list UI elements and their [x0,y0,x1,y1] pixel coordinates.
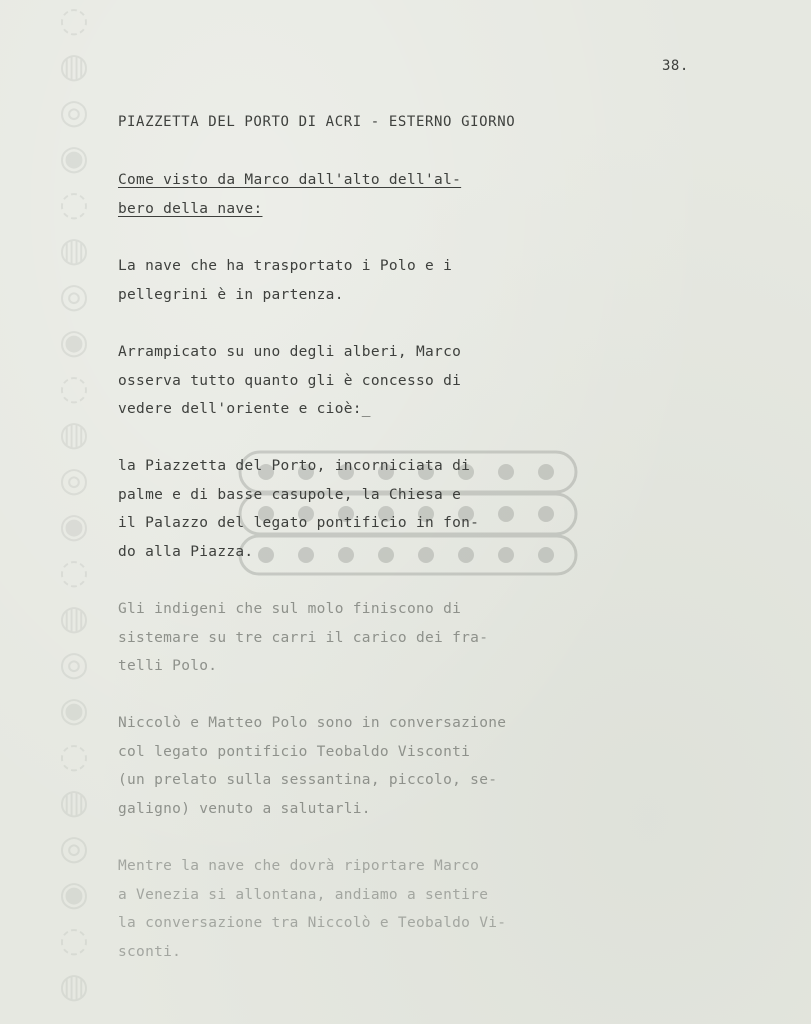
paragraph-line: telli Polo. [118,658,218,674]
paragraph-line: Mentre la nave che dovrà riportare Marco [118,858,480,874]
paragraph-line: Niccolò e Matteo Polo sono in conversazione [118,715,507,731]
paragraph-line: pellegrini è in partenza. [118,286,344,303]
paragraph-3 [118,338,461,424]
paragraph-line: bero della nave: [118,200,263,217]
paragraph-line: la Piazzetta del Porto, incorniciata di [118,458,471,474]
paragraph-4 [118,452,479,566]
paragraph-line: osserva tutto quanto gli è concesso di [118,372,462,389]
scene-heading: PIAZZETTA DEL PORTO DI ACRI - ESTERNO GIORNO [118,114,516,130]
paragraph-2 [118,252,452,309]
paragraph-line: il Palazzo del legato pontificio in fon- [118,515,480,531]
paragraph-line: palme e di basse casupole, la Chiesa e [118,486,462,503]
paragraph-line: (un prelato sulla sessantina, piccolo, se- [118,772,498,788]
paragraph-5 [118,595,488,681]
paragraph-line: galigno) venuto a salutarli. [118,800,371,817]
bleed-through-marks: ◌◍◎◉◌◍◎◉◌◍◎◉◌◍◎◉◌◍◎◉◌◍ [54,0,94,1012]
paragraph-line: Come visto da Marco dall'alto dell'al- [118,172,462,188]
paragraph-line: col legato pontificio Teobaldo Visconti [118,743,471,760]
paragraph-line: La nave che ha trasportato i Polo e i [118,258,453,274]
paragraph-line: a Venezia si allontana, andiamo a sentire [118,886,489,903]
paragraph-line: la conversazione tra Niccolò e Teobaldo Vi- [118,915,507,931]
paragraph-line: Arrampicato su uno degli alberi, Marco [118,344,462,360]
page-number: 38. [662,58,689,74]
paragraph-line: Gli indigeni che sul molo finiscono di [118,601,462,617]
paragraph-1 [118,166,461,223]
paragraph-line: sconti. [118,943,182,960]
paragraph-line: sistemare su tre carri il carico dei fra- [118,629,489,646]
paragraph-6 [118,709,506,823]
paragraph-7 [118,852,506,966]
paragraph-line: do alla Piazza. [118,543,254,560]
paragraph-line: vedere dell'oriente e cioè:_ [118,401,371,417]
